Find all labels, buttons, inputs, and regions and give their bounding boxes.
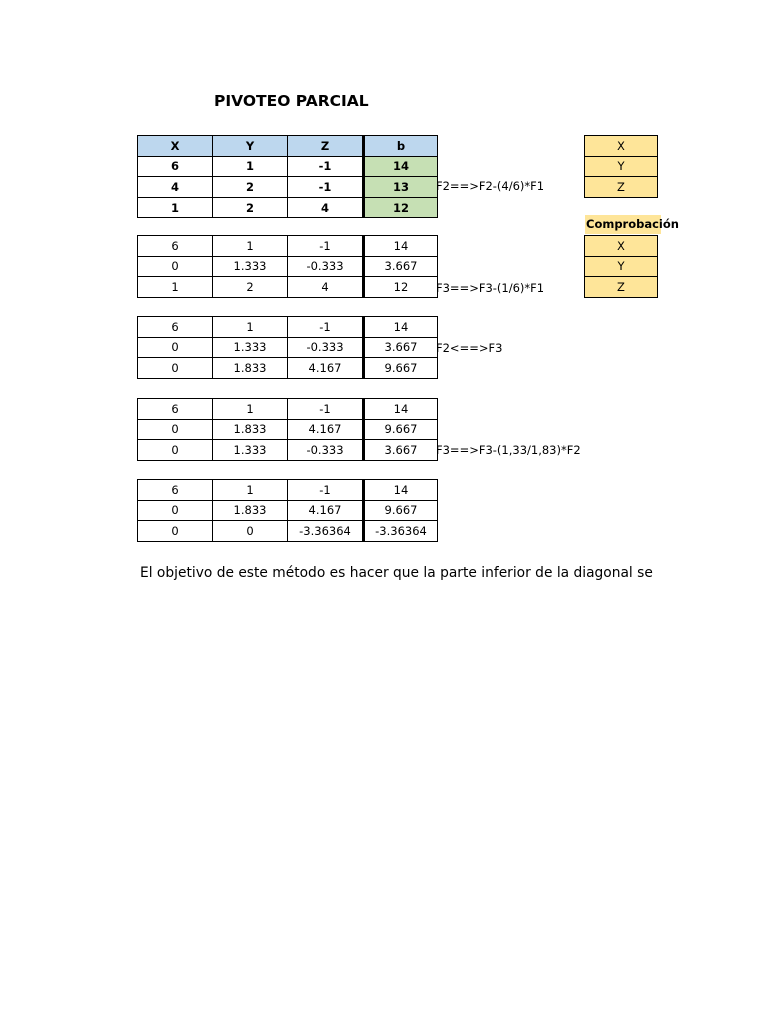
matrix-table-1	[137, 135, 438, 218]
operation-note-1: F2==>F2-(4/6)*F1	[436, 179, 545, 193]
b-cell: 14	[364, 236, 438, 257]
variable-cell: Z	[585, 177, 658, 198]
cell: -0.333	[288, 256, 364, 277]
table-row	[585, 156, 658, 177]
cell: 0	[138, 521, 213, 542]
b-cell: 9.667	[364, 500, 438, 521]
cell: 1	[213, 236, 288, 257]
b-cell: 12	[364, 197, 438, 218]
variable-cell: Y	[585, 156, 658, 177]
cell: -0.333	[288, 337, 364, 358]
cell: 0	[138, 358, 213, 379]
table-row	[138, 197, 438, 218]
cell: 2	[213, 197, 288, 218]
variable-cell: X	[585, 236, 658, 257]
cell: -1	[288, 156, 364, 177]
page-title: PIVOTEO PARCIAL	[214, 92, 369, 110]
header-cell-z: Z	[288, 136, 364, 157]
cell: 1.833	[213, 419, 288, 440]
b-cell: 14	[364, 317, 438, 338]
b-cell: 12	[364, 277, 438, 298]
cell: -0.333	[288, 440, 364, 461]
cell: 1	[213, 156, 288, 177]
cell: -1	[288, 317, 364, 338]
check-label: Comprobación	[585, 215, 661, 234]
b-cell: 3.667	[364, 440, 438, 461]
matrix-table-4	[137, 398, 438, 461]
cell: -3.36364	[288, 521, 364, 542]
b-cell: 3.667	[364, 337, 438, 358]
cell: 1.333	[213, 256, 288, 277]
cell: 2	[213, 177, 288, 198]
cell: 6	[138, 236, 213, 257]
table-row	[138, 236, 438, 257]
cell: 6	[138, 480, 213, 501]
b-cell: 9.667	[364, 358, 438, 379]
cell: 4	[288, 277, 364, 298]
cell: 6	[138, 317, 213, 338]
cell: 0	[138, 419, 213, 440]
table-row	[585, 236, 658, 257]
header-cell-y: Y	[213, 136, 288, 157]
table-row	[585, 136, 658, 157]
cell: 6	[138, 399, 213, 420]
cell: 0	[213, 521, 288, 542]
cell: 1	[138, 277, 213, 298]
b-cell: 13	[364, 177, 438, 198]
explanation-text: El objetivo de este método es hacer que la parte inferior de la diagonal se	[140, 565, 653, 581]
table-row	[138, 480, 438, 501]
cell: -1	[288, 236, 364, 257]
variable-cell: Z	[585, 277, 658, 298]
cell: 1	[138, 197, 213, 218]
cell: 4	[138, 177, 213, 198]
cell: -1	[288, 480, 364, 501]
cell: 0	[138, 337, 213, 358]
table-row	[138, 177, 438, 198]
table-row	[138, 156, 438, 177]
header-cell-b: b	[364, 136, 438, 157]
table-row	[585, 256, 658, 277]
cell: 1	[213, 480, 288, 501]
b-cell: 14	[364, 156, 438, 177]
table-row	[138, 521, 438, 542]
cell: 6	[138, 156, 213, 177]
matrix-table-3	[137, 316, 438, 379]
cell: -1	[288, 399, 364, 420]
table-row	[138, 419, 438, 440]
cell: 1.333	[213, 440, 288, 461]
cell: 1	[213, 399, 288, 420]
table-row	[138, 317, 438, 338]
table-row	[138, 337, 438, 358]
cell: 2	[213, 277, 288, 298]
table-row	[138, 500, 438, 521]
operation-note-4: F3==>F3-(1,33/1,83)*F2	[436, 443, 581, 457]
cell: 4.167	[288, 419, 364, 440]
table-row	[138, 256, 438, 277]
cell: 4.167	[288, 358, 364, 379]
b-cell: -3.36364	[364, 521, 438, 542]
cell: 1.333	[213, 337, 288, 358]
check-table	[584, 235, 658, 298]
b-cell: 3.667	[364, 256, 438, 277]
operation-note-3: F2<==>F3	[436, 341, 503, 355]
cell: -1	[288, 177, 364, 198]
table-row	[138, 277, 438, 298]
cell: 1.833	[213, 500, 288, 521]
cell: 0	[138, 256, 213, 277]
table-row	[138, 440, 438, 461]
table-row	[585, 177, 658, 198]
table-row	[138, 399, 438, 420]
matrix-table-2	[137, 235, 438, 298]
operation-note-2: F3==>F3-(1/6)*F1	[436, 281, 545, 295]
cell: 1	[213, 317, 288, 338]
cell: 0	[138, 500, 213, 521]
cell: 4.167	[288, 500, 364, 521]
table-header-row	[138, 136, 438, 157]
cell: 0	[138, 440, 213, 461]
variables-table	[584, 135, 658, 198]
table-row	[138, 358, 438, 379]
header-cell-x: X	[138, 136, 213, 157]
table-row	[585, 277, 658, 298]
b-cell: 14	[364, 399, 438, 420]
b-cell: 14	[364, 480, 438, 501]
cell: 4	[288, 197, 364, 218]
variable-cell: Y	[585, 256, 658, 277]
cell: 1.833	[213, 358, 288, 379]
matrix-table-5	[137, 479, 438, 542]
b-cell: 9.667	[364, 419, 438, 440]
variable-cell: X	[585, 136, 658, 157]
